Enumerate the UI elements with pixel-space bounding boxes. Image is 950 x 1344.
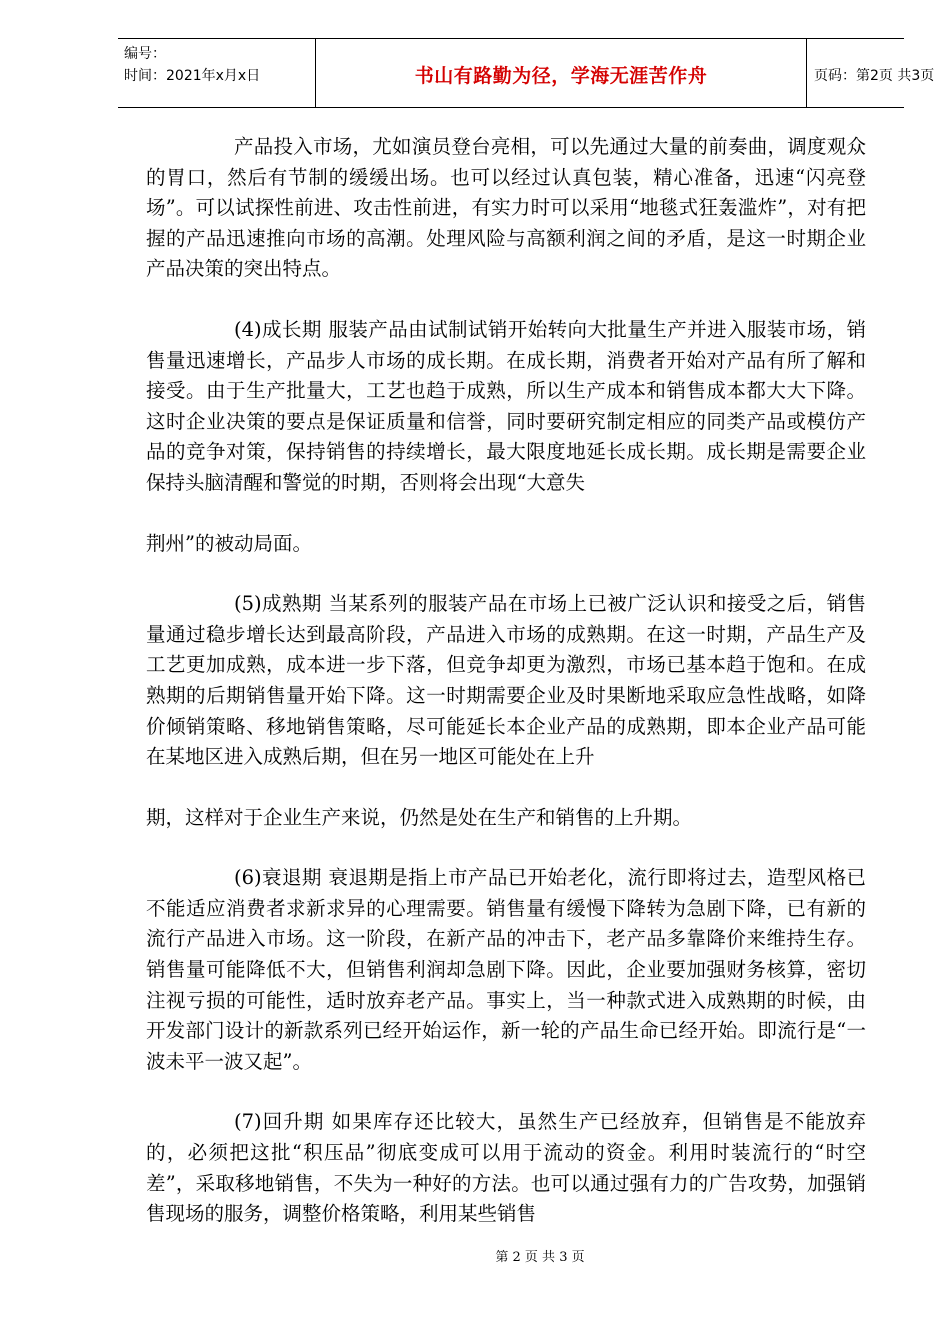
paragraph-maturity-stage-continued: 期，这样对于企业生产来说，仍然是处在生产和销售的上升期。 [146, 805, 693, 829]
paragraph-maturity-stage: (5)成熟期 当某系列的服装产品在市场上已被广泛认识和接受之后，销售量通过稳步增长达到最高阶段，产品进入市场的成熟期。在这一时期，产品生产及工艺更加成熟，成本进一步下落，但竞争却更为激烈，市场已基本趋于饱和。在成熟期的后期销售量开始下降。这一时期需要企业及时果断地采取应急性战略，如降价倾销策略、移地销售策略，尽可能延长本企业产品的成熟期，即本企业产品可能在某地区进入成熟后期，但在另一地区可能处在上升 [146, 592, 866, 769]
paragraph-growth-stage: (4)成长期 服装产品由试制试销开始转向大批量生产并进入服装市场，销售量迅速增长，产品步人市场的成长期。在成长期，消费者开始对产品有所了解和接受。由于生产批量大，工艺也趋于成熟，所以生产成本和销售成本都大大下降。这时企业决策的要点是保证质量和信誉，同时要研究制定相应的同类产品或模仿产品的竞争对策，保持销售的持续增长，最大限度地延长成长期。成长期是需要企业保持头脑清醒和警觉的时期，否则将会出现“大意失 [146, 317, 866, 494]
page-footer [0, 1246, 950, 1265]
header-page-cell [806, 39, 935, 107]
paragraph-recovery-stage: (7)回升期 如果库存还比较大，虽然生产已经放弃，但销售是不能放弃的，必须把这批“积压品”彻底变成可以用于流动的资金。利用时装流行的“时空差”，采取移地销售，不失为一种好的方法。也可以通过强有力的广告攻势，加强销售现场的服务，调整价格策略，利用某些销售 [146, 1110, 866, 1226]
header-meta-cell [118, 39, 315, 107]
document-number-label: 编号： [124, 46, 166, 62]
header-motto: 书山有路勤为径，学海无涯苦作舟 [414, 65, 708, 87]
header-page-number: 页码：第2页 共3页 [814, 68, 935, 84]
header-motto-cell [315, 39, 807, 107]
document-time-label: 时间：2021年x月x日 [124, 68, 261, 84]
page-header [118, 38, 935, 108]
document-body [146, 132, 866, 1230]
paragraph-intro-stage: 产品投入市场，尤如演员登台亮相，可以先通过大量的前奏曲，调度观众的胃口，然后有节制的缓缓出场。也可以经过认真包装，精心准备，迅速“闪亮登场”。可以试探性前进、攻击性前进，有实力时可以采用“地毯式狂轰滥炸”，对有把握的产品迅速推向市场的高潮。处理风险与高额利润之间的矛盾，是这一时期企业产品决策的突出特点。 [146, 135, 866, 281]
footer-page-number: 第 2 页 共 3 页 [495, 1250, 585, 1265]
paragraph-growth-stage-continued: 荆州”的被动局面。 [146, 531, 312, 555]
paragraph-decline-stage: (6)衰退期 衰退期是指上市产品已开始老化，流行即将过去，造型风格已不能适应消费者求新求异的心理需要。销售量有缓慢下降转为急剧下降，已有新的流行产品进入市场。这一阶段，在新产品的冲击下，老产品多靠降价来维持生存。销售量可能降低不大，但销售利润却急剧下降。因此，企业要加强财务核算，密切注视亏损的可能性，适时放弃老产品。事实上，当一种款式进入成熟期的时候，由开发部门设计的新款系列已经开始运作，新一轮的产品生命已经开始。即流行是“一波未平一波又起”。 [146, 866, 866, 1073]
